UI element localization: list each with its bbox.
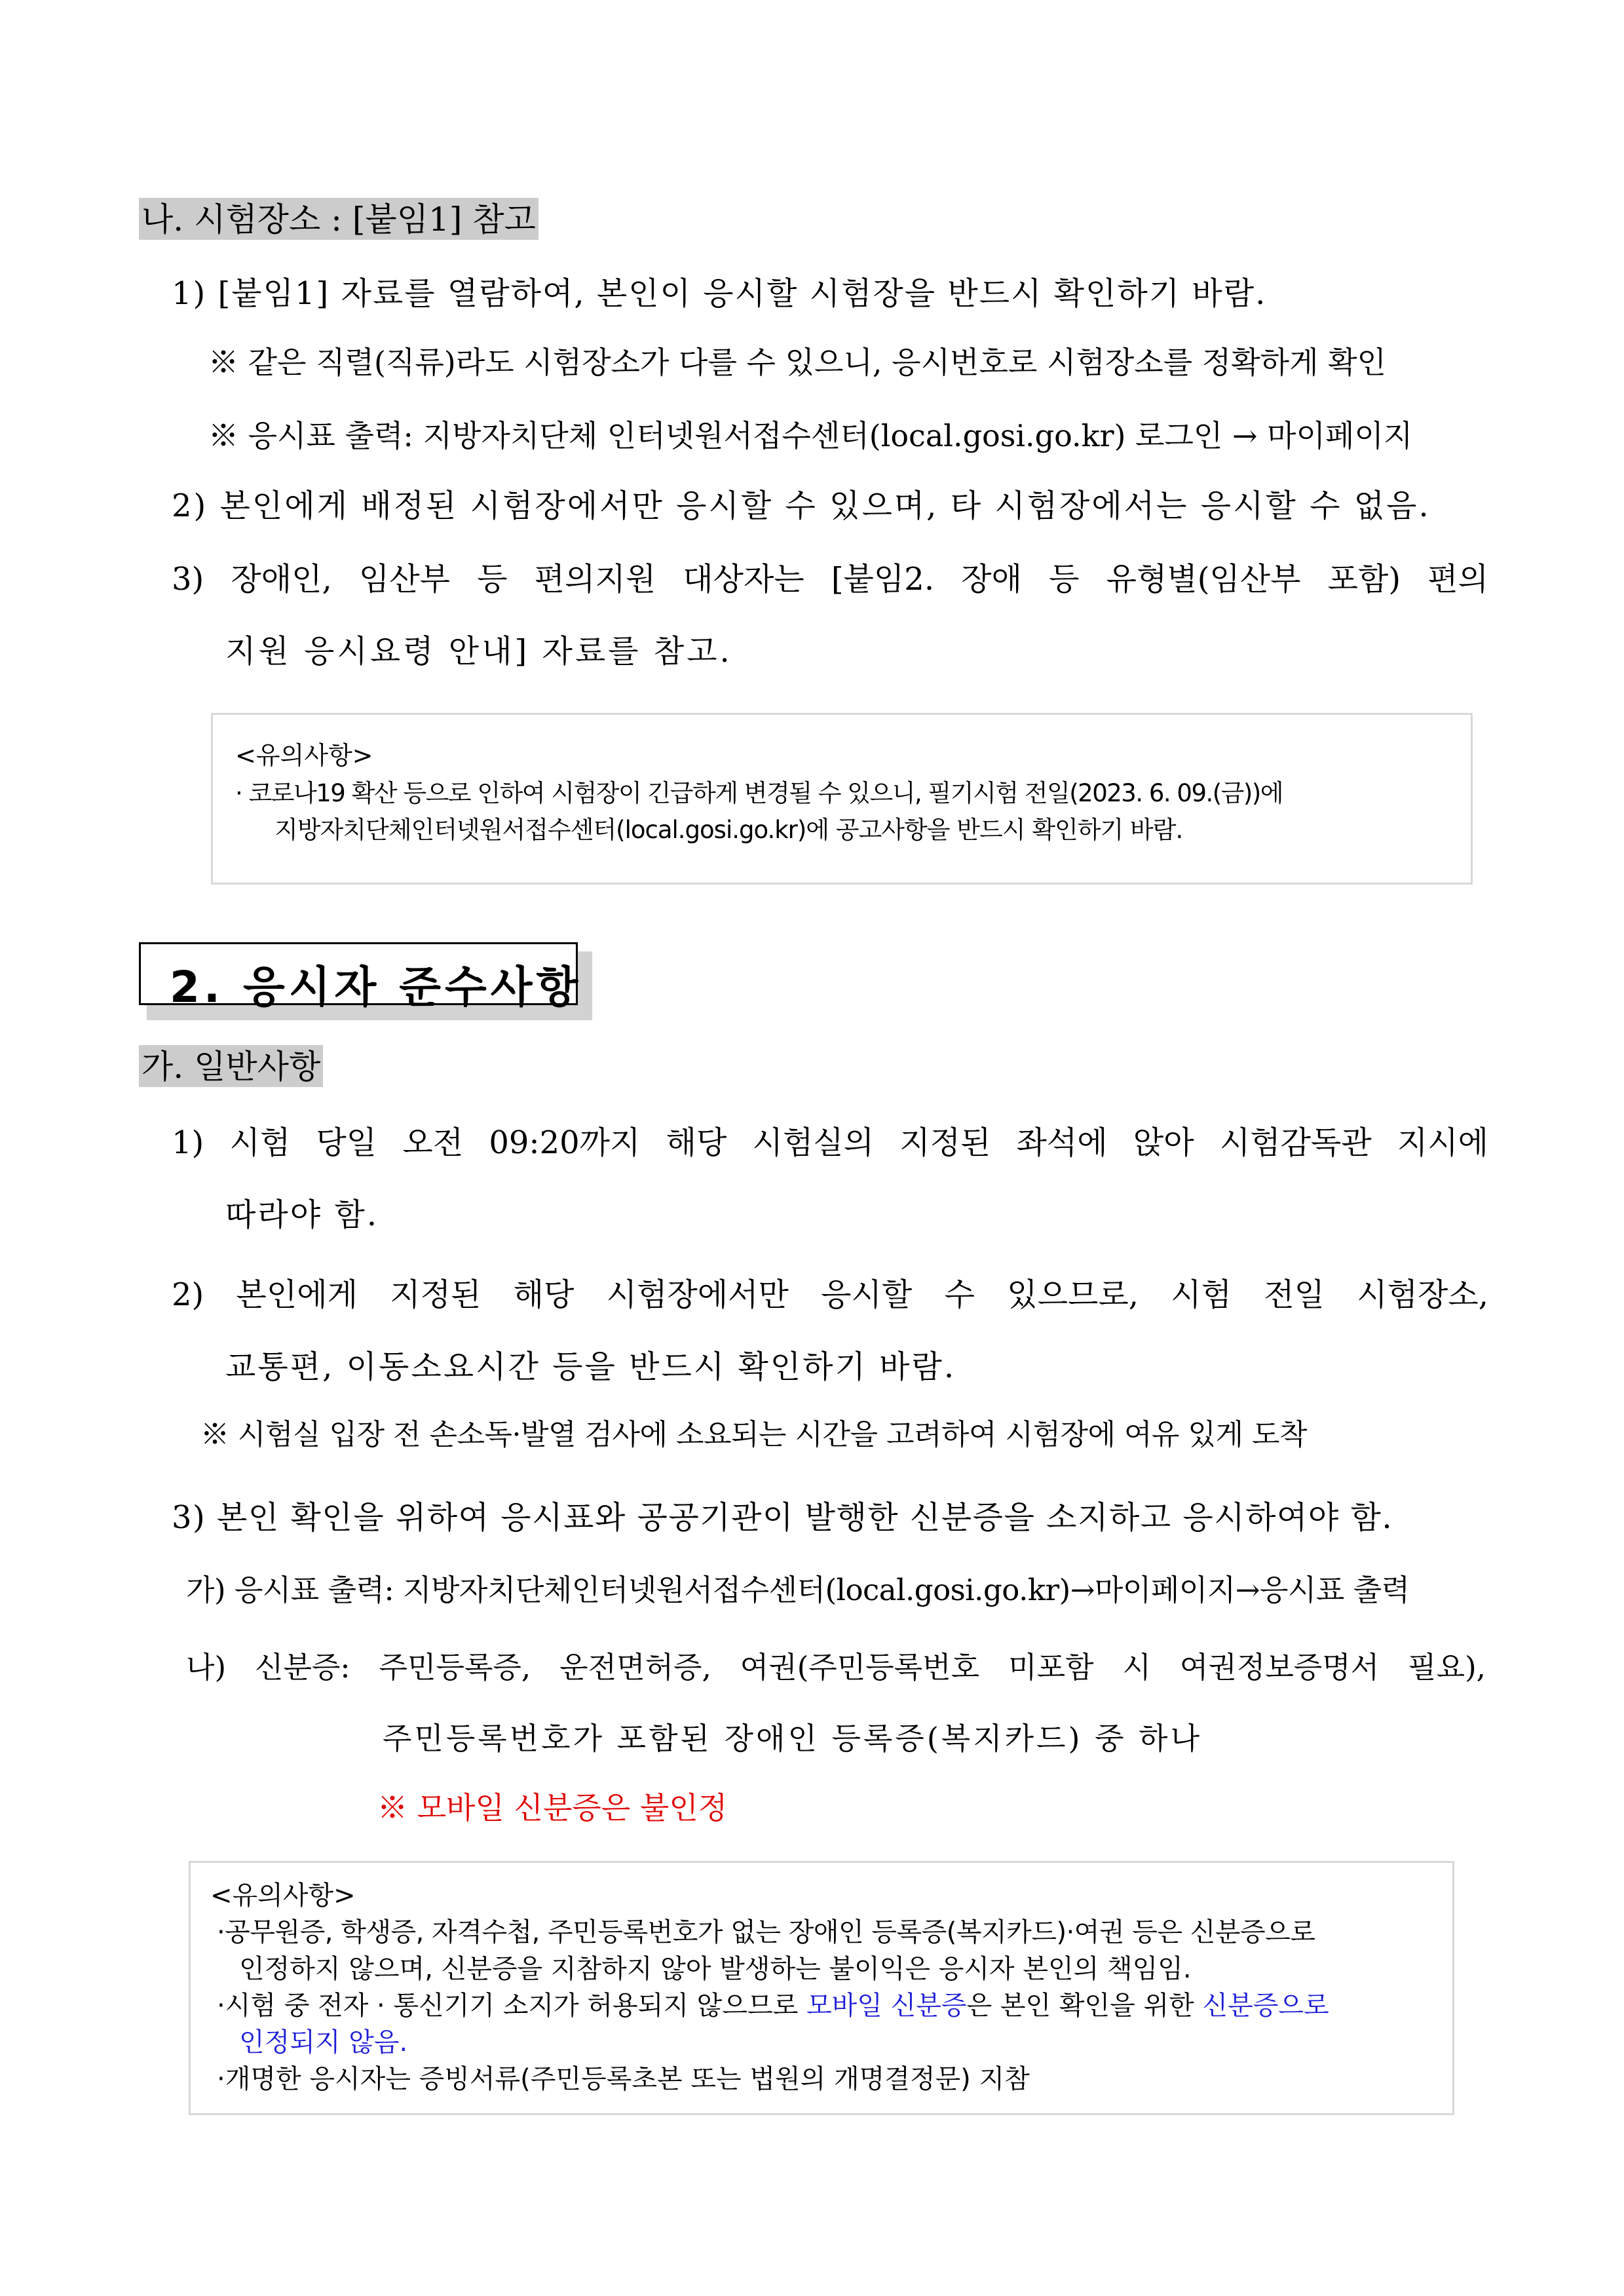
section-ga-item-2-line-1: 2) 본인에게 지정된 해당 시험장에서만 응시할 수 있으므로, 시험 전일 시험장소, <box>172 1276 1488 1313</box>
section-ga-sub-ga: 가) 응시표 출력: 지방자치단체인터넷원서접수센터(local.gosi.go.kr)→마이페이지→응시표 출력 <box>186 1573 1410 1607</box>
section-ga-sub-na-line-2: 주민등록번호가 포함된 장애인 등록증(복지카드) 중 하나 <box>383 1721 1203 1756</box>
section-2-title-box <box>139 942 582 1012</box>
section-ga-note: ※ 시험실 입장 전 손소독·발열 검사에 소요되는 시간을 고려하여 시험장에 여유 있게 도착 <box>200 1418 1307 1451</box>
notice-1-line-1: · 코로나19 확산 등으로 인하여 시험장이 긴급하게 변경될 수 있으니, 필기시험 전일(2023. 6. 09.(금))에 <box>235 779 1283 807</box>
section-ga-item-1-line-2: 따라야 함. <box>225 1196 379 1233</box>
notice-2-title: <유의사항> <box>210 1881 356 1911</box>
id-card-highlight: 신분증으로 <box>1202 1991 1329 2021</box>
section-ga-item-1-line-1: 1) 시험 당일 오전 09:20까지 해당 시험실의 지정된 좌석에 앉아 시험감독관 지시에 <box>172 1124 1488 1161</box>
section-na-item-1: 1) [붙임1] 자료를 열람하여, 본인이 응시할 시험장을 반드시 확인하기 바람. <box>172 275 1267 312</box>
notice-box-2 <box>189 1861 1454 2115</box>
notice-2-line-2: 인정하지 않으며, 신분증을 지참하지 않아 발생하는 불이익은 응시자 본인의 책임임. <box>239 1954 1192 1984</box>
notice-2-line-3: ·시험 중 전자 · 통신기기 소지가 허용되지 않으므로 모바일 신분증은 본인 확인을 위한 신분증으로 <box>217 1991 1329 2021</box>
section-na-item-3-line-2: 지원 응시요령 안내] 자료를 참고. <box>225 633 732 670</box>
notice-2-line-1: ·공무원증, 학생증, 자격수첩, 주민등록번호가 없는 장애인 등록증(복지카드)·여권 등은 신분증으로 <box>217 1917 1315 1947</box>
section-na-note-1: ※ 같은 직렬(직류)라도 시험장소가 다를 수 있으니, 응시번호로 시험장소를 정확하게 확인 <box>208 345 1386 380</box>
section-ga-item-3: 3) 본인 확인을 위하여 응시표와 공공기관이 발행한 신분증을 소지하고 응시하여야 함. <box>172 1499 1393 1536</box>
section-2-title: 2. 응시자 준수사항 <box>170 962 582 1012</box>
notice-2-line-5: ·개명한 응시자는 증빙서류(주민등록초본 또는 법원의 개명결정문) 지참 <box>217 2064 1030 2094</box>
notice-2-line-4: 인정되지 않음. <box>239 2027 408 2057</box>
notice-1-line-2: 지방자치단체인터넷원서접수센터(local.gosi.go.kr)에 공고사항을 반드시 확인하기 바람. <box>274 816 1183 844</box>
section-na-heading: 나. 시험장소 : [붙임1] 참고 <box>139 200 538 239</box>
section-ga-item-2-line-2: 교통편, 이동소요시간 등을 반드시 확인하기 바람. <box>225 1349 956 1385</box>
section-na-item-2: 2) 본인에게 배정된 시험장에서만 응시할 수 있으며, 타 시험장에서는 응시할 수 없음. <box>172 488 1431 524</box>
mobile-id-highlight: 모바일 신분증 <box>806 1991 967 2021</box>
notice-1-title: <유의사항> <box>235 741 373 770</box>
mobile-id-not-accepted-note: ※ 모바일 신분증은 불인정 <box>377 1790 728 1826</box>
section-ga-sub-na-line-1: 나) 신분증: 주민등록증, 운전면허증, 여권(주민등록번호 미포함 시 여권정보증명서 필요), <box>186 1650 1486 1685</box>
section-na-item-3-line-1: 3) 장애인, 임산부 등 편의지원 대상자는 [붙임2. 장애 등 유형별(임산부 포함) 편의 <box>172 561 1488 598</box>
section-na-note-2: ※ 응시표 출력: 지방자치단체 인터넷원서접수센터(local.gosi.go.kr) 로그인 → 마이페이지 <box>208 418 1413 453</box>
section-ga-heading: 가. 일반사항 <box>139 1047 323 1086</box>
notice-box-1 <box>211 713 1473 885</box>
